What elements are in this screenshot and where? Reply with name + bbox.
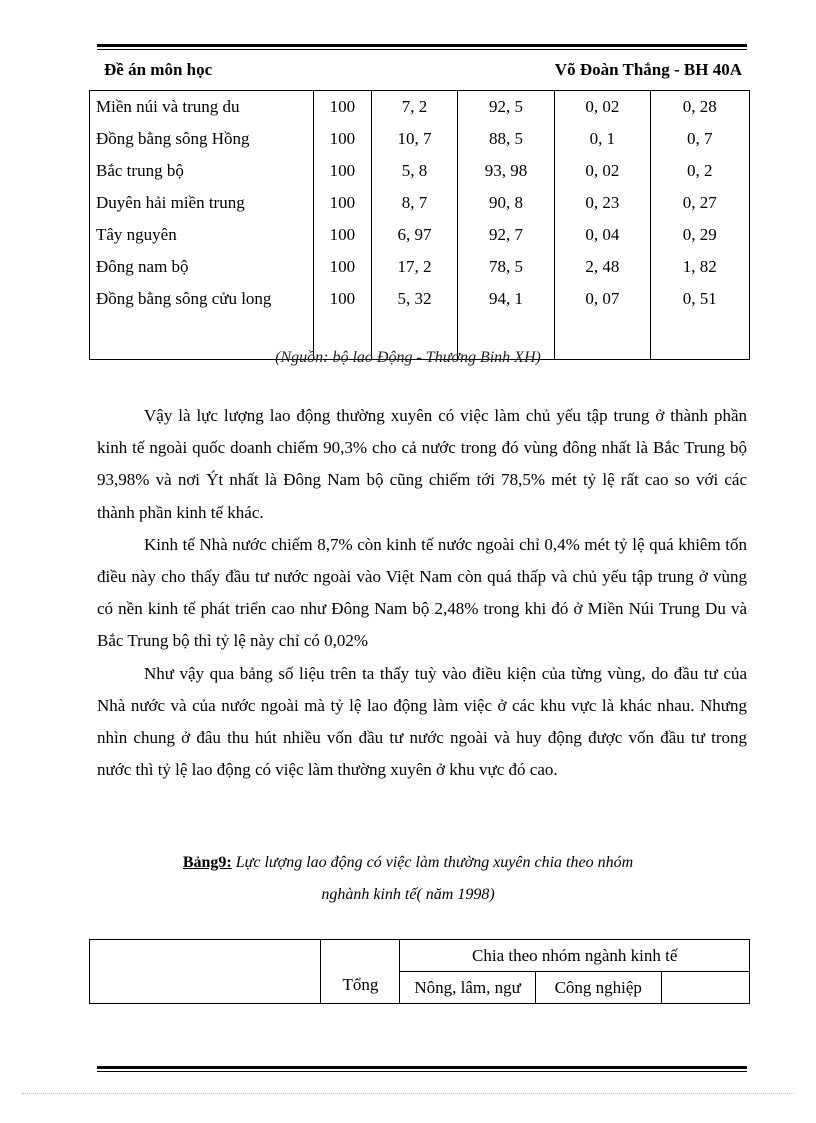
value-cell: 100 (313, 283, 372, 315)
bottom-rule (97, 1066, 747, 1072)
page-header (104, 60, 742, 82)
value-cell: 100 (313, 219, 372, 251)
value-cell: 93, 98 (457, 155, 554, 187)
value-cell: 92, 7 (457, 219, 554, 251)
caption-line2: nghành kinh tế( năm 1998) (321, 886, 495, 903)
value-cell: 2, 48 (555, 251, 650, 283)
value-cell: 10, 7 (372, 123, 458, 155)
labor-share-table (89, 90, 750, 360)
value-cell: 100 (313, 251, 372, 283)
value-cell: 0, 28 (650, 91, 749, 124)
caption-line1: Lực lượng lao động có việc làm thường xuyên chia theo nhóm (231, 854, 634, 871)
region-cell: Đông nam bộ (90, 251, 314, 283)
value-cell: 5, 8 (372, 155, 458, 187)
region-cell: Đồng bằng sông Hồng (90, 123, 314, 155)
subheader-agriculture: Nông, lâm, ngư (400, 972, 535, 1004)
table-row (90, 251, 750, 283)
subheader-industry: Công nghiệp (535, 972, 661, 1004)
value-cell: 0, 2 (650, 155, 749, 187)
value-cell: 0, 1 (555, 123, 650, 155)
value-cell: 1, 82 (650, 251, 749, 283)
region-cell: Miền núi và trung du (90, 91, 314, 124)
value-cell: 6, 97 (372, 219, 458, 251)
value-cell: 0, 02 (555, 91, 650, 124)
paragraph-3: Như vậy qua bảng số liệu trên ta thấy tuỳ vào điều kiện của từng vùng, do đầu tư của Nhà nước và của nước ngoài mà tỷ lệ lao động làm việc ở các khu vực là khác nhau. Nhưng nhìn chung ở đâu thu hút nhiều vốn đầu tư nước ngoài và huy động được vốn đầu tư trong nước thì tỷ lệ lao động có việc làm thường xuyên ở khu vực đó cao. (97, 663, 747, 780)
value-cell: 7, 2 (372, 91, 458, 124)
table-row (90, 283, 750, 315)
total-header: Tổng (321, 940, 400, 1004)
page-edge (22, 1093, 794, 1094)
value-cell: 78, 5 (457, 251, 554, 283)
empty-header-cell (90, 940, 321, 1004)
table9-caption (0, 847, 816, 911)
value-cell: 0, 04 (555, 219, 650, 251)
value-cell: 5, 32 (372, 283, 458, 315)
value-cell: 0, 02 (555, 155, 650, 187)
value-cell: 100 (313, 123, 372, 155)
table9 (89, 939, 750, 1004)
value-cell: 0, 7 (650, 123, 749, 155)
value-cell: 92, 5 (457, 91, 554, 124)
top-rule (97, 44, 747, 50)
caption-label: Bảng9: (182, 854, 232, 871)
value-cell: 0, 23 (555, 187, 650, 219)
value-cell: 88, 5 (457, 123, 554, 155)
value-cell: 100 (313, 187, 372, 219)
table-row (90, 187, 750, 219)
value-cell: 0, 27 (650, 187, 749, 219)
region-cell: Bắc trung bộ (90, 155, 314, 187)
group-header: Chia theo nhóm ngành kinh tế (400, 940, 750, 972)
value-cell: 0, 07 (555, 283, 650, 315)
paragraph-1: Vậy là lực lượng lao động thường xuyên có việc làm chủ yếu tập trung ở thành phần kinh tế ngoài quốc doanh chiếm 90,3% cho cả nước trong đó vùng đông nhất là Bắc Trung bộ 93,98% và nơi Ýt nhất là Đông Nam bộ cũng chiếm tới 78,5% mét tỷ lệ rất cao so với các thành phần kinh tế khác. (97, 406, 747, 522)
value-cell: 94, 1 (457, 283, 554, 315)
value-cell: 8, 7 (372, 187, 458, 219)
subheader-other (661, 972, 749, 1004)
region-cell: Đồng bằng sông cửu long (90, 283, 314, 315)
table-row (90, 91, 750, 124)
body-text (97, 400, 747, 786)
table-row (90, 219, 750, 251)
table-source: (Nguồn: bộ lao Động - Thương Binh XH) (275, 349, 541, 366)
value-cell: 17, 2 (372, 251, 458, 283)
value-cell: 100 (313, 155, 372, 187)
table-row (90, 123, 750, 155)
paragraph-2: Kinh tế Nhà nước chiếm 8,7% còn kinh tế nước ngoài chỉ 0,4% mét tỷ lệ quá khiêm tốn điều này cho thấy đầu tư nước ngoài vào Việt Nam còn quá thấp và chủ yếu tập trung ở vùng có nền kinh tế phát triển cao như Đông Nam bộ 2,48% trong khi đó ở Miền Núi Trung Du và Bắc Trung bộ thì tỷ lệ này chỉ có 0,02% (97, 534, 747, 651)
region-cell: Tây nguyên (90, 219, 314, 251)
value-cell: 90, 8 (457, 187, 554, 219)
author-name: Võ Đoàn Thắng - BH 40A (554, 60, 742, 79)
value-cell: 100 (313, 91, 372, 124)
course-title: Đề án môn học (104, 60, 213, 79)
region-cell: Duyên hải miền trung (90, 187, 314, 219)
table-row (90, 155, 750, 187)
value-cell: 0, 51 (650, 283, 749, 315)
value-cell: 0, 29 (650, 219, 749, 251)
